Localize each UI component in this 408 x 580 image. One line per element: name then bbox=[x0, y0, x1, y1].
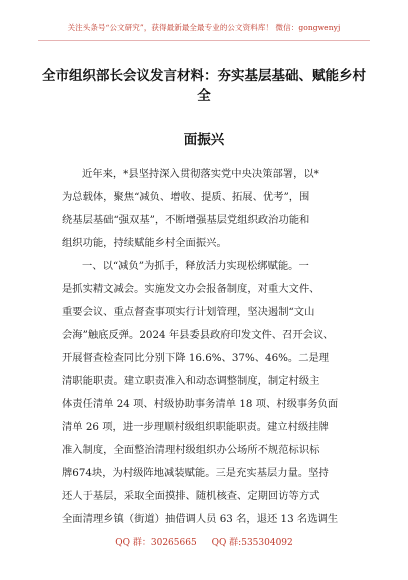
document-body bbox=[62, 163, 346, 531]
body-line: 开展督查检查同比分别下降 16.6%、37%、46%。二是理 bbox=[62, 352, 330, 364]
body-line: 绕基层基础“强双基”，不断增强基层党组织政治功能和 bbox=[62, 214, 310, 226]
footer-contacts bbox=[0, 535, 408, 548]
title-line-2: 面振兴 bbox=[183, 132, 225, 148]
body-line: 全面清理乡镇（街道）抽借调人员 63 名，退还 13 名选调生 bbox=[62, 513, 339, 525]
header-notice: 关注头条号“公文研究”，获得最新最全最专业的公文资料库！ 微信：gongwenyj bbox=[67, 23, 341, 32]
body-line: 准入制度，全面整治清理村级组织办公场所不规范标识标 bbox=[62, 444, 320, 456]
footer-qq-group-2: QQ 群:535304092 bbox=[211, 538, 293, 548]
body-line: 清职能职责。建立职责准入和动态调整制度，制定村级主 bbox=[62, 375, 320, 387]
body-line: 为总载体，聚焦“减负、增收、提质、拓展、优考”，围 bbox=[62, 191, 310, 203]
body-line: 还人于基层，采取全面摸排、随机核查、定期回访等方式 bbox=[62, 490, 320, 502]
body-line: 体责任清单 24 项、村级协助事务清单 18 项、村级事务负面 bbox=[62, 398, 339, 410]
body-line: 重要会议、重点督查事项实行计划管理，坚决遏制“文山 bbox=[62, 306, 315, 318]
body-line: 一、以“减负”为抓手，释放活力实现松绑赋能。一 bbox=[82, 260, 309, 272]
body-line: 组织功能，持续赋能乡村全面振兴。 bbox=[62, 237, 227, 249]
title-line-1: 全市组织部长会议发言材料：夯实基层基础、赋能乡村全 bbox=[42, 68, 366, 104]
body-line: 清单 26 项，进一步理顺村级组织职能职责。建立村级挂牌 bbox=[62, 421, 329, 433]
body-line: 近年来，*县坚持深入贯彻落实党中央决策部署，以* bbox=[82, 168, 319, 180]
body-line: 牌674块，为村级阵地减装赋能。三是充实基层力量。坚持 bbox=[62, 467, 329, 479]
footer-qq-group-1: QQ 群：30265665 bbox=[115, 538, 197, 548]
body-line: 是抓实精文减会。实施发文办会报备制度，对重大文件、 bbox=[62, 283, 320, 295]
document-title bbox=[40, 66, 368, 150]
body-line: 会海”触底反弹。2024 年县委县政府印发文件、召开会议、 bbox=[62, 329, 334, 341]
header-divider bbox=[38, 40, 370, 41]
